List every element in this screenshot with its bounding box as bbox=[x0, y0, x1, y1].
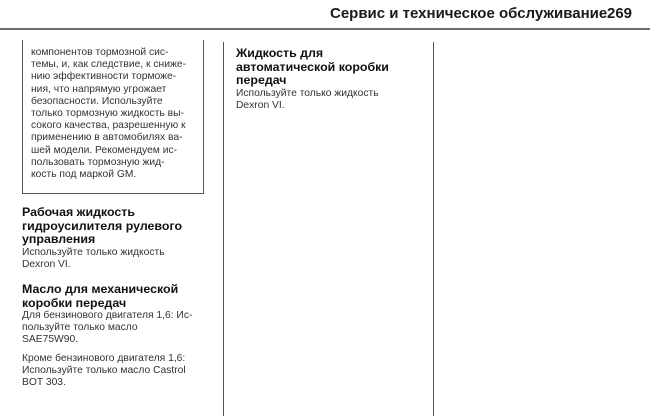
column-divider-1 bbox=[223, 42, 224, 416]
section-heading-line: Рабочая жидкость bbox=[22, 205, 135, 219]
warning-box bbox=[22, 40, 204, 194]
warning-line: пользовать тормозную жид- bbox=[31, 156, 165, 168]
section-text-line: Dexron VI. bbox=[22, 258, 71, 270]
warning-line: шей модели. Рекомендуем ис- bbox=[31, 144, 178, 156]
section-text-line: Используйте только масло Castrol bbox=[22, 364, 186, 376]
section-automatic-gearbox-fluid bbox=[236, 47, 389, 112]
warning-line: сокого качества, разрешенную к bbox=[31, 120, 186, 132]
section-power-steering-fluid bbox=[22, 206, 182, 271]
warning-line: кость под маркой GM. bbox=[31, 169, 137, 181]
section-text-line: пользуйте только масло bbox=[22, 322, 138, 334]
warning-line: компонентов тормозной сис- bbox=[31, 47, 169, 58]
page-number: 269 bbox=[607, 5, 633, 22]
warning-line: применению в автомобилях ва- bbox=[31, 132, 183, 144]
warning-line: только тормозную жидкость вы- bbox=[31, 108, 184, 120]
section-heading-line: Жидкость для bbox=[236, 46, 324, 60]
section-text-line: Кроме бензинового двигателя 1,6: bbox=[22, 352, 186, 364]
section-heading-line: передач bbox=[236, 73, 287, 87]
warning-line: безопасности. Используйте bbox=[31, 95, 163, 107]
warning-line: ния, что напрямую угрожает bbox=[31, 83, 167, 95]
column-divider-2 bbox=[433, 42, 434, 416]
section-heading-line: автоматической коробки bbox=[236, 59, 389, 74]
section-text-line: Используйте только жидкость bbox=[22, 246, 165, 258]
section-text-line: Для бензинового двигателя 1,6: Ис- bbox=[22, 310, 193, 321]
section-text-line: SAE75W90. bbox=[22, 334, 79, 346]
section-text-line: Используйте только жидкость bbox=[236, 87, 379, 99]
section-text-line: BOT 303. bbox=[22, 377, 66, 389]
section-text-line: Dexron VI. bbox=[236, 99, 285, 111]
warning-line: нию эффективности торможе- bbox=[31, 71, 177, 83]
warning-line: темы, и, как следствие, к сниже- bbox=[31, 59, 187, 71]
page-header-title: Сервис и техническое обслуживание bbox=[330, 5, 608, 22]
section-manual-gearbox-oil bbox=[22, 283, 192, 389]
header-divider bbox=[0, 28, 650, 30]
section-heading-line: Масло для механической bbox=[22, 282, 179, 296]
section-heading-line: коробки передач bbox=[22, 295, 127, 310]
section-heading-line: управления bbox=[22, 232, 96, 246]
section-heading-line: гидроусилителя рулевого bbox=[22, 218, 183, 233]
